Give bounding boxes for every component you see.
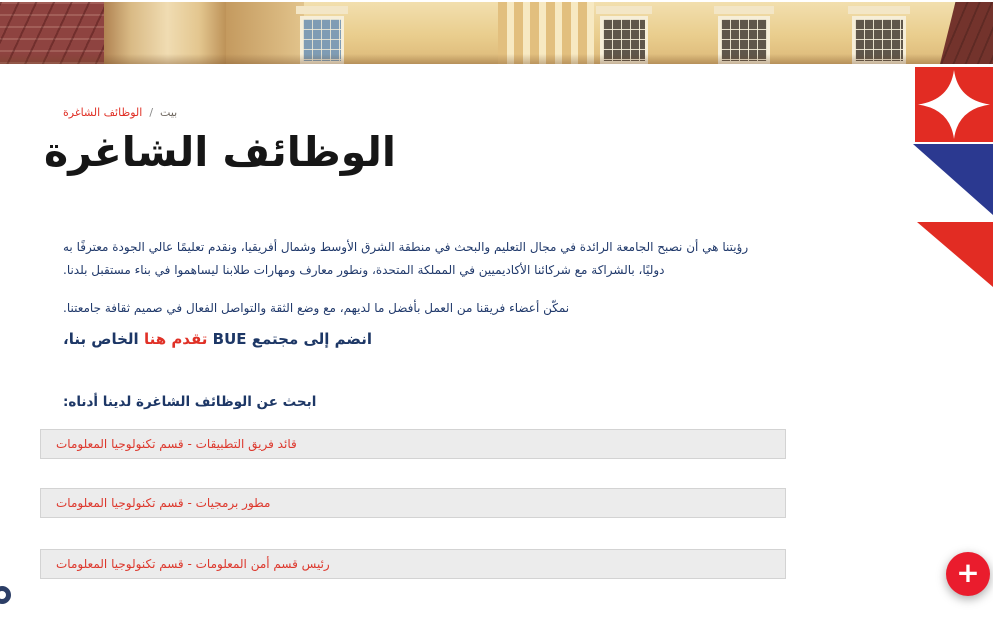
- breadcrumb-separator: /: [149, 106, 154, 119]
- corner-pillar-decor: [937, 2, 993, 64]
- campus-photo-banner: [0, 2, 993, 64]
- plus-icon: +: [956, 555, 980, 589]
- search-vacancies-heading: ابحث عن الوظائف الشاغرة لدينا أدناه:: [63, 394, 317, 410]
- page-title: الوظائف الشاغرة: [44, 128, 396, 176]
- shadow-decor: [0, 54, 993, 64]
- breadcrumb-current-label: الوظائف الشاغرة: [63, 106, 143, 119]
- vacancy-item-applications-team-leader[interactable]: قائد فريق التطبيقات - قسم تكنولوجيا المعلومات: [40, 429, 786, 459]
- join-community-line: [63, 330, 372, 348]
- vacancy-item-software-developer[interactable]: مطور برمجيات - قسم تكنولوجيا المعلومات: [40, 488, 786, 518]
- vision-paragraph: رؤيتنا هي أن نصبح الجامعة الرائدة في مجال التعليم والبحث في منطقة الشرق الأوسط وشمال أفريقيا، ونقدم تعليمًا عالي الجودة معترفًا به دوليًا، بالشراكة مع شركائنا الأكاديميين في المملكة المتحدة، ونطور معارف ومهارات طلابنا ليساهموا في بناء مستقبل بلدنا.: [63, 240, 749, 277]
- apply-here-link[interactable]: [144, 330, 207, 348]
- breadcrumb-home-label: بيت: [160, 106, 178, 119]
- window-lintel-decor: [848, 6, 910, 14]
- join-text: انضم إلى مجتمع: [251, 330, 372, 348]
- join-ours-text: الخاص بنا،: [63, 330, 139, 348]
- floating-plus-button[interactable]: [946, 552, 990, 596]
- breadcrumb: [63, 106, 177, 119]
- window-lintel-decor: [596, 6, 652, 14]
- vacancy-item-infosec-head[interactable]: رئيس قسم أمن المعلومات - قسم تكنولوجيا المعلومات: [40, 549, 786, 579]
- brand-text: BUE: [212, 330, 247, 348]
- window-lintel-decor: [714, 6, 774, 14]
- accessibility-widget-icon[interactable]: [0, 586, 11, 604]
- brand-shapes-decor: [910, 64, 993, 290]
- apply-here-label: تقدم هنا: [143, 330, 208, 348]
- breadcrumb-home-link[interactable]: [160, 106, 177, 119]
- window-lintel-decor: [296, 6, 348, 14]
- breadcrumb-current-vacancies[interactable]: [63, 106, 142, 119]
- red-triangle-decor: [917, 222, 993, 287]
- team-paragraph: نمكّن أعضاء فريقنا من العمل بأفضل ما لديهم، مع وضع الثقة والتواصل الفعال في صميم ثقافة جامعتنا.: [63, 301, 570, 315]
- blue-triangle-decor: [913, 144, 993, 215]
